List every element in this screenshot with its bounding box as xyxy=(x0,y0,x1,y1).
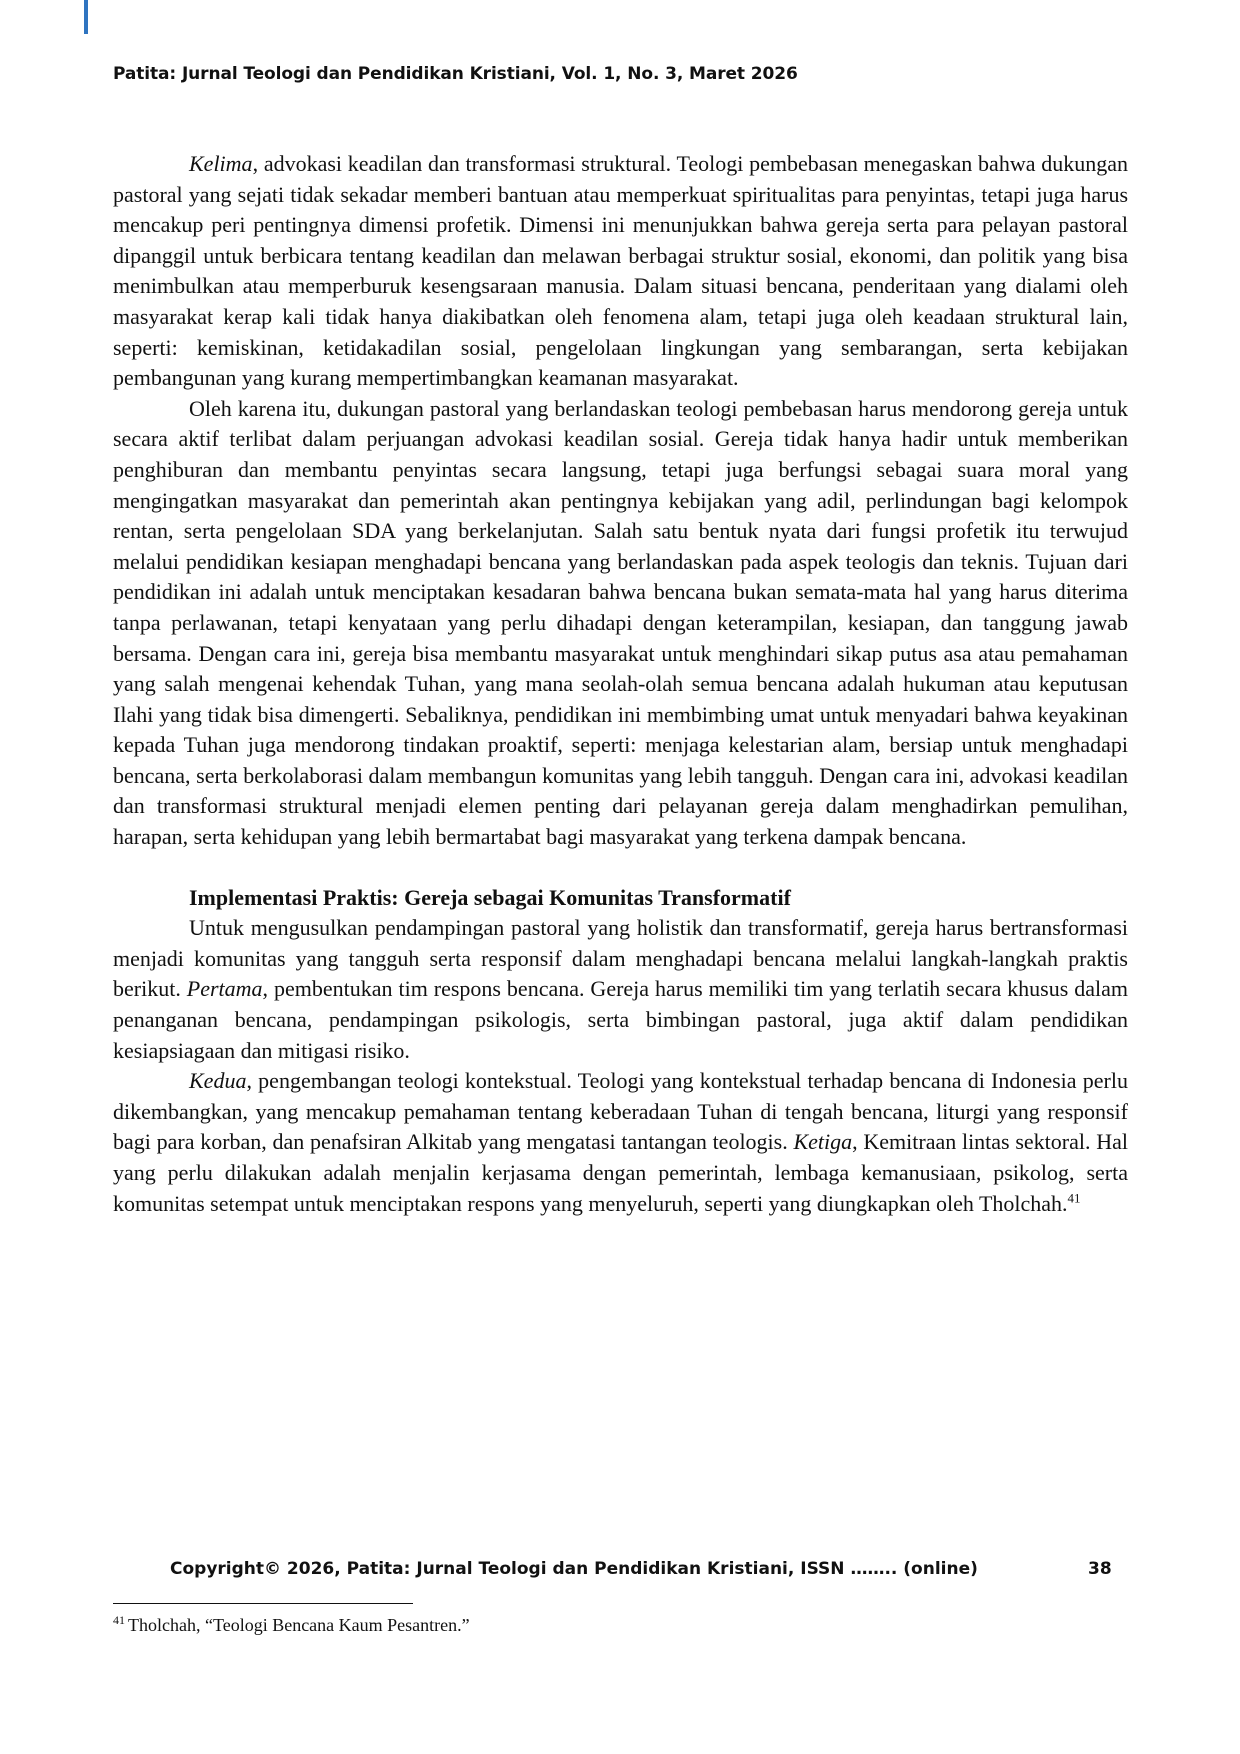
section-heading: Implementasi Praktis: Gereja sebagai Komunitas Transformatif xyxy=(189,884,791,910)
running-header: Patita: Jurnal Teologi dan Pendidikan Kristiani, Vol. 1, No. 3, Maret 2026 xyxy=(113,64,798,84)
footnote-number: 41 xyxy=(113,1613,125,1627)
footnote-reference[interactable]: 41 xyxy=(1067,1190,1081,1206)
article-body xyxy=(113,149,1128,1219)
paragraph-text: Untuk mengusulkan pendampingan pastoral yang holistik dan transformatif, gereja harus bertransformasi menjadi komunitas yang tangguh serta responsif dalam menghadapi bencana melalui langkah-langkah praktis berikut. xyxy=(113,915,1128,1002)
paragraph-text: , pengembangan teologi kontekstual. Teologi yang kontekstual terhadap bencana di Indonesia perlu dikembangkan, yang mencakup pemahaman tentang keberadaan Tuhan di tengah bencana, liturgi yang responsif bagi para korban, dan penafsiran Alkitab yang mengatasi tantangan teologis. xyxy=(113,1068,1128,1155)
emphasis-kelima: Kelima xyxy=(189,151,253,176)
paragraph-text: , Kemitraan lintas sektoral. Hal yang perlu dilakukan adalah menjalin kerjasama dengan pemerintah, lembaga kemanusiaan, psikolog, serta komunitas setempat untuk menciptakan respons yang menyeluruh, seperti yang diungkapkan oleh Tholchah. xyxy=(113,1129,1128,1216)
footnote-text: Tholchah, “Teologi Bencana Kaum Pesantren.” xyxy=(128,1615,470,1635)
footnote-divider xyxy=(113,1603,413,1604)
emphasis-pertama: Pertama xyxy=(186,976,263,1002)
emphasis-ketiga: Ketiga xyxy=(793,1129,853,1155)
paragraph-oleh-karena-itu: Oleh karena itu, dukungan pastoral yang berlandaskan teologi pembebasan harus mendorong gereja untuk secara aktif terlibat dalam perjuangan advokasi keadilan sosial. Gereja tidak hanya hadir untuk memberikan penghiburan dan membantu penyintas secara langsung, tetapi juga berfungsi sebagai suara moral yang mengingatkan masyarakat dan pemerintah akan pentingnya kebijakan yang adil, perlindungan bagi kelompok rentan, serta pengelolaan SDA yang berkelanjutan. Salah satu bentuk nyata dari fungsi profetik itu terwujud melalui pendidikan kesiapan menghadapi bencana yang berlandaskan pada aspek teologis dan teknis. Tujuan dari pendidikan ini adalah untuk menciptakan kesadaran bahwa bencana bukan semata-mata hal yang harus diterima tanpa perlawanan, tetapi kenyataan yang perlu dihadapi dengan keterampilan, kesiapan, dan tanggung jawab bersama. Dengan cara ini, gereja bisa membantu masyarakat untuk menghindari sikap putus asa atau pemahaman yang salah mengenai kehendak Tuhan, yang mana seolah-olah semua bencana adalah hukuman atau keputusan Ilahi yang tidak bisa dimengerti. Sebaliknya, pendidikan ini membimbing umat untuk menyadari bahwa keyakinan kepada Tuhan juga mendorong tindakan proaktif, seperti: menjaga kelestarian alam, bersiap untuk menghadapi bencana, serta berkolaborasi dalam membangun komunitas yang lebih tangguh. Dengan cara ini, advokasi keadilan dan transformasi struktural menjadi elemen penting dari pelayanan gereja dalam menghadirkan pemulihan, harapan, serta kehidupan yang lebih bermartabat bagi masyarakat yang terkena dampak bencana. xyxy=(113,395,1128,850)
copyright-footer: Copyright© 2026, Patita: Jurnal Teologi dan Pendidikan Kristiani, ISSN …….. (online) xyxy=(170,1559,978,1579)
paragraph-text: , advokasi keadilan dan transformasi struktural. Teologi pembebasan menegaskan bahwa dukungan pastoral yang sejati tidak sekadar memberi bantuan atau memperkuat spiritualitas para penyintas, tetapi juga harus mencakup peri pentingnya dimensi profetik. Dimensi ini menunjukkan bahwa gereja serta para pelayan pastoral dipanggil untuk berbicara tentang keadilan dan melawan berbagai struktur sosial, ekonomi, dan politik yang bisa menimbulkan atau memperburuk kesengsaraan manusia. Dalam situasi bencana, penderitaan yang dialami oleh masyarakat kerap kali tidak hanya diakibatkan oleh fenomena alam, tetapi juga oleh keadaan struktural lain, seperti: kemiskinan, ketidakadilan sosial, pengelolaan lingkungan yang sembarangan, serta kebijakan pembangunan yang kurang mempertimbangkan keamanan masyarakat. xyxy=(113,151,1128,391)
paragraph-kedua xyxy=(113,1066,1128,1219)
emphasis-kedua: Kedua xyxy=(189,1068,247,1094)
page-number: 38 xyxy=(1088,1559,1112,1579)
paragraph-pertama xyxy=(113,913,1128,1066)
paragraph-text: , pembentukan tim respons bencana. Gereja harus memiliki tim yang terlatih secara khusus dalam penanganan bencana, pendampingan psikologis, serta bimbingan pastoral, juga aktif dalam pendidikan kesiapsiagaan dan mitigasi risiko. xyxy=(113,976,1128,1063)
edge-mark xyxy=(84,0,88,34)
footnote xyxy=(113,1615,470,1636)
paragraph-kelima xyxy=(113,149,1128,394)
